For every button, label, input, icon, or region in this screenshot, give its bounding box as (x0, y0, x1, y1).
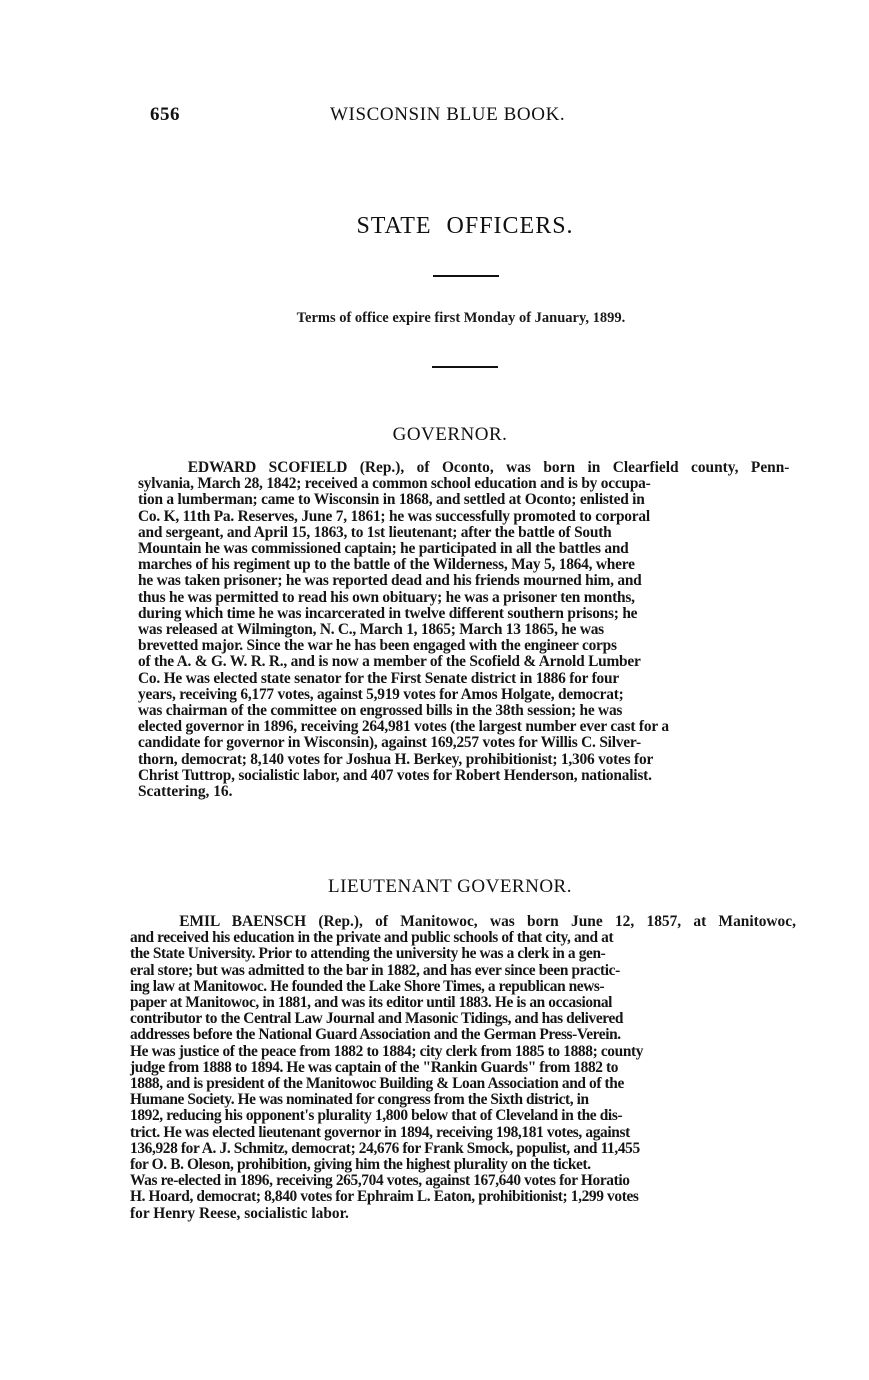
text-line: H. Hoard, democrat; 8,840 votes for Ephraim L. Eaton, prohibitionist; 1,299 votes (130, 1188, 639, 1206)
text-line: tion a lumberman; came to Wisconsin in 1868, and settled at Oconto; enlisted in (138, 491, 645, 509)
lieutenant-governor-biography (130, 914, 796, 1222)
text-line: thorn, democrat; 8,140 votes for Joshua H. Berkey, prohibitionist; 1,306 votes for (138, 750, 654, 768)
text-line: was chairman of the committee on engrossed bills in the 38th session; he was (138, 702, 623, 720)
text-line: the State University. Prior to attending the university he was a clerk in a gen- (130, 945, 606, 963)
text-line: paper at Manitowoc, in 1881, and was its editor until 1883. He is an occasional (130, 994, 613, 1012)
section-title: STATE OFFICERS. (356, 213, 574, 239)
text-line: for O. B. Oleson, prohibition, giving him the highest plurality on the ticket. (130, 1156, 591, 1174)
text-line: was released at Wilmington, N. C., March 1, 1865; March 13 1865, he was (138, 621, 604, 639)
text-line: trict. He was elected lieutenant governor in 1894, receiving 198,181 votes, against (130, 1123, 630, 1141)
text-line: Scattering, 16. (138, 783, 233, 801)
text-line: elected governor in 1896, receiving 264,981 votes (the largest number ever cast for a (138, 718, 669, 736)
page-number: 656 (150, 104, 180, 125)
text-line: years, receiving 6,177 votes, against 5,919 votes for Amos Holgate, democrat; (138, 685, 624, 703)
text-line: He was justice of the peace from 1882 to 1884; city clerk from 1885 to 1888; county (130, 1042, 644, 1060)
lieutenant-governor-heading: LIEUTENANT GOVERNOR. (328, 876, 572, 897)
text-line: ing law at Manitowoc. He founded the Lake Shore Times, a republican news- (130, 977, 605, 995)
text-line: 136,928 for A. J. Schmitz, democrat; 24,676 for Frank Smock, populist, and 11,455 (130, 1139, 640, 1157)
text-line: contributor to the Central Law Journal and Masonic Tidings, and has delivered (130, 1010, 624, 1028)
running-head (150, 104, 710, 132)
text-line: eral store; but was admitted to the bar in 1882, and has ever since been practic- (130, 961, 620, 979)
text-line: EDWARD SCOFIELD (Rep.), of Oconto, was born in Clearfield county, Penn- (138, 459, 790, 476)
text-line: judge from 1888 to 1894. He was captain of the "Rankin Guards" from 1882 to (130, 1058, 618, 1076)
text-line: 1892, reducing his opponent's plurality 1,800 below that of Cleveland in the dis- (130, 1107, 623, 1125)
text-line: Humane Society. He was nominated for congress from the Sixth district, in (130, 1091, 589, 1109)
divider-rule (433, 275, 499, 277)
text-line: marches of his regiment up to the battle of the Wilderness, May 5, 1864, where (138, 556, 635, 574)
text-line: Co. K, 11th Pa. Reserves, June 7, 1861; he was successfully promoted to corporal (138, 507, 650, 525)
text-line: of the A. & G. W. R. R., and is now a member of the Scofield & Arnold Lumber (138, 653, 641, 671)
divider-rule (432, 366, 498, 368)
book-title: WISCONSIN BLUE BOOK. (330, 104, 566, 125)
text-line: Mountain he was commissioned captain; he participated in all the battles and (138, 540, 629, 558)
terms-note: Terms of office expire first Monday of January, 1899. (296, 310, 626, 326)
text-line: during which time he was incarcerated in twelve different southern prisons; he (138, 604, 638, 622)
text-line: Christ Tuttrop, socialistic labor, and 407 votes for Robert Henderson, nationalist. (138, 766, 652, 784)
text-line: he was taken prisoner; he was reported dead and his friends mourned him, and (138, 572, 642, 590)
text-line: addresses before the National Guard Association and the German Press-Verein. (130, 1026, 621, 1044)
text-line: and sergeant, and April 15, 1863, to 1st lieutenant; after the battle of South (138, 523, 612, 541)
text-line: for Henry Reese, socialistic labor. (130, 1204, 349, 1222)
text-line: thus he was permitted to read his own obituary; he was a prisoner ten months, (138, 588, 635, 606)
text-line: and received his education in the private and public schools of that city, and at (130, 929, 614, 947)
text-line: Co. He was elected state senator for the First Senate district in 1886 for four (138, 669, 619, 687)
governor-heading: GOVERNOR. (392, 424, 508, 445)
text-line: 1888, and is president of the Manitowoc Building & Loan Association and of the (130, 1075, 624, 1093)
text-line: Was re-elected in 1896, receiving 265,704 votes, against 167,640 votes for Horatio (130, 1172, 630, 1190)
governor-biography (138, 460, 789, 800)
text-line: brevetted major. Since the war he has been engaged with the engineer corps (138, 637, 617, 655)
text-line: candidate for governor in Wisconsin), against 169,257 votes for Willis C. Silver- (138, 734, 641, 752)
text-line: sylvania, March 28, 1842; received a common school education and is by occupa- (138, 475, 651, 493)
text-line: EMIL BAENSCH (Rep.), of Manitowoc, was born June 12, 1857, at Manitowoc, (130, 913, 796, 930)
